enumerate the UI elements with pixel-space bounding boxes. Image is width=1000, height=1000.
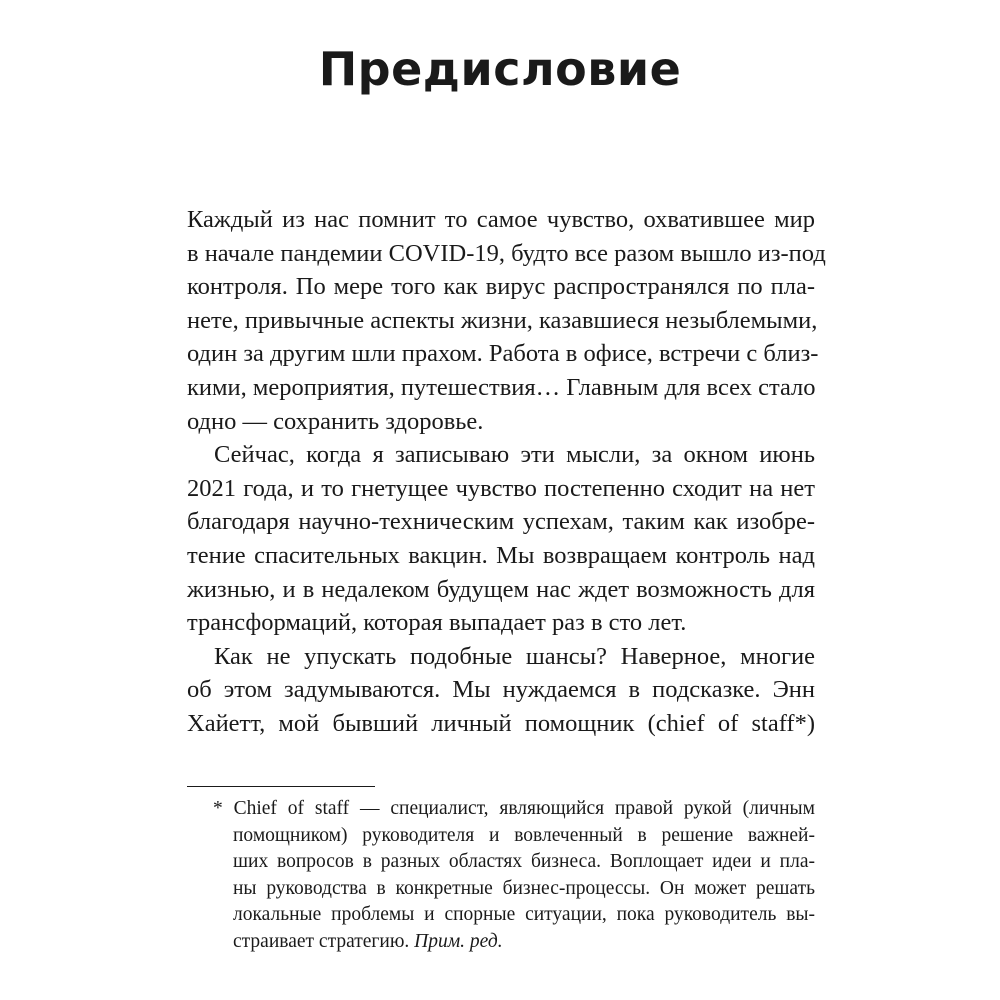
footnote-divider: [187, 786, 375, 787]
footnote-line: ших вопросов в разных областях бизнеса. Воплощает идеи и пла-: [233, 851, 815, 873]
editor-note: Прим. ред.: [414, 930, 503, 952]
text-line: в начале пандемии COVID-19, будто все разом вышло из-под: [187, 239, 826, 267]
text-line: Как не упускать подобные шансы? Наверное, многие: [214, 642, 815, 670]
text-line: одно — сохранить здоровье.: [187, 407, 484, 435]
main-text: [187, 203, 826, 741]
text-line: тение спасительных вакцин. Мы возвращаем контроль над: [187, 541, 815, 569]
footnote-line-text: страивает стратегию.: [233, 930, 410, 952]
text-line: трансформаций, которая выпадает раз в сто лет.: [187, 609, 687, 637]
text-line: благодаря научно-техническим успехам, таким как изобре-: [187, 508, 815, 536]
footnote-line: ны руководства в конкретные бизнес-процессы. Он может решать: [233, 877, 815, 899]
text-line: Каждый из нас помнит то самое чувство, охватившее мир: [187, 206, 815, 233]
footnote-line: помощником) руководителя и вовлеченный в решение важней-: [233, 824, 815, 846]
text-line: об этом задумываются. Мы нуждаемся в подсказке. Энн: [187, 676, 815, 704]
text-line: жизнью, и в недалеком будущем нас ждет возможность для: [187, 575, 815, 603]
text-line: Сейчас, когда я записываю эти мысли, за окном июнь: [214, 441, 815, 469]
footnote-line: локальные проблемы и спорные ситуации, пока руководитель вы-: [233, 904, 815, 926]
footnote: [213, 796, 815, 956]
text-line: контроля. По мере того как вирус распространялся по пла-: [187, 273, 815, 301]
page-title: Предисловие: [318, 42, 682, 96]
text-line: кими, мероприятия, путешествия… Главным для всех стало: [187, 373, 816, 401]
text-line: Хайетт, мой бывший личный помощник (chief of staff*): [187, 709, 815, 737]
footnote-line: * Chief of staff — специалист, являющийся правой рукой (личным: [213, 798, 815, 819]
text-line: нете, привычные аспекты жизни, казавшиеся незыблемыми,: [187, 306, 818, 334]
footnote-line-last: [213, 929, 815, 956]
text-line: 2021 года, и то гнетущее чувство постепенно сходит на нет: [187, 474, 815, 502]
text-line: один за другим шли прахом. Работа в офисе, встречи с близ-: [187, 340, 819, 368]
